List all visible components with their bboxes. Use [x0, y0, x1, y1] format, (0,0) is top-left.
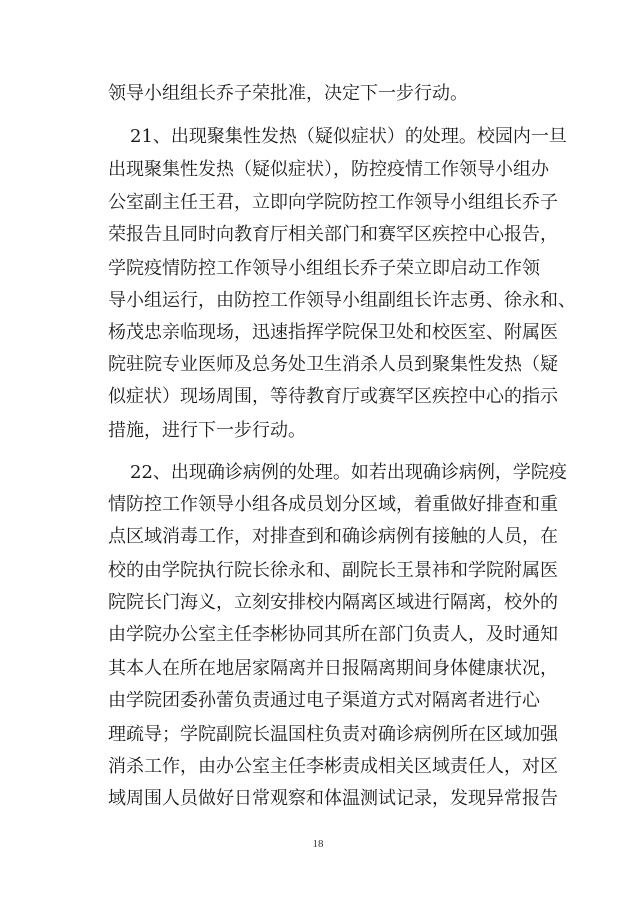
- text-line: 由学院团委孙蕾负责通过电子渠道方式对隔离者进行心: [108, 690, 540, 711]
- page-number: 18: [312, 838, 324, 850]
- text-line: 域周围人员做好日常观察和体温测试记录，发现异常报告: [108, 788, 558, 809]
- text-line: 似症状）现场周围，等待教育厅或赛罕区疾控中心的指示: [108, 386, 558, 407]
- text-line: 出现聚集性发热（疑似症状），防控疫情工作领导小组办: [108, 159, 549, 180]
- text-line: 情防控工作领导小组各成员划分区域，着重做好排查和重: [108, 494, 558, 515]
- text-line: 22、出现确诊病例的处理。如若出现确诊病例，学院疫: [130, 462, 567, 483]
- text-line: 由学院办公室主任李彬协同其所在部门负责人，及时通知: [108, 624, 558, 645]
- text-line: 点区域消毒工作，对排查到和确诊病例有接触的人员，在: [108, 526, 558, 547]
- text-line: 理疏导；学院副院长温国柱负责对确诊病例所在区域加强: [108, 724, 558, 745]
- text-line: 其本人在所在地居家隔离并日报隔离期间身体健康状况，: [108, 658, 558, 679]
- text-line: 学院疫情防控工作领导小组组长乔子荣立即启动工作领: [108, 258, 540, 279]
- text-line: 21、出现聚集性发热（疑似症状）的处理。校园内一旦: [130, 126, 567, 147]
- text-line: 院院长门海义，立刻安排校内隔离区域进行隔离，校外的: [108, 592, 558, 613]
- text-line: 院驻院专业医师及总务处卫生消杀人员到聚集性发热（疑: [108, 354, 558, 375]
- text-line: 荣报告且同时向教育厅相关部门和赛罕区疾控中心报告，: [108, 224, 558, 245]
- text-line: 领导小组组长乔子荣批准，决定下一步行动。: [108, 83, 468, 104]
- text-line: 措施，进行下一步行动。: [108, 420, 306, 441]
- text-line: 公室副主任王君，立即向学院防控工作领导小组组长乔子: [108, 192, 558, 213]
- text-line: 导小组运行，由防控工作领导小组副组长许志勇、徐永和、: [108, 290, 576, 311]
- text-line: 校的由学院执行院长徐永和、副院长王景祎和学院附属医: [108, 560, 558, 581]
- text-line: 消杀工作，由办公室主任李彬责成相关区域责任人，对区: [108, 756, 558, 777]
- text-line: 杨茂忠亲临现场，迅速指挥学院保卫处和校医室、附属医: [108, 322, 558, 343]
